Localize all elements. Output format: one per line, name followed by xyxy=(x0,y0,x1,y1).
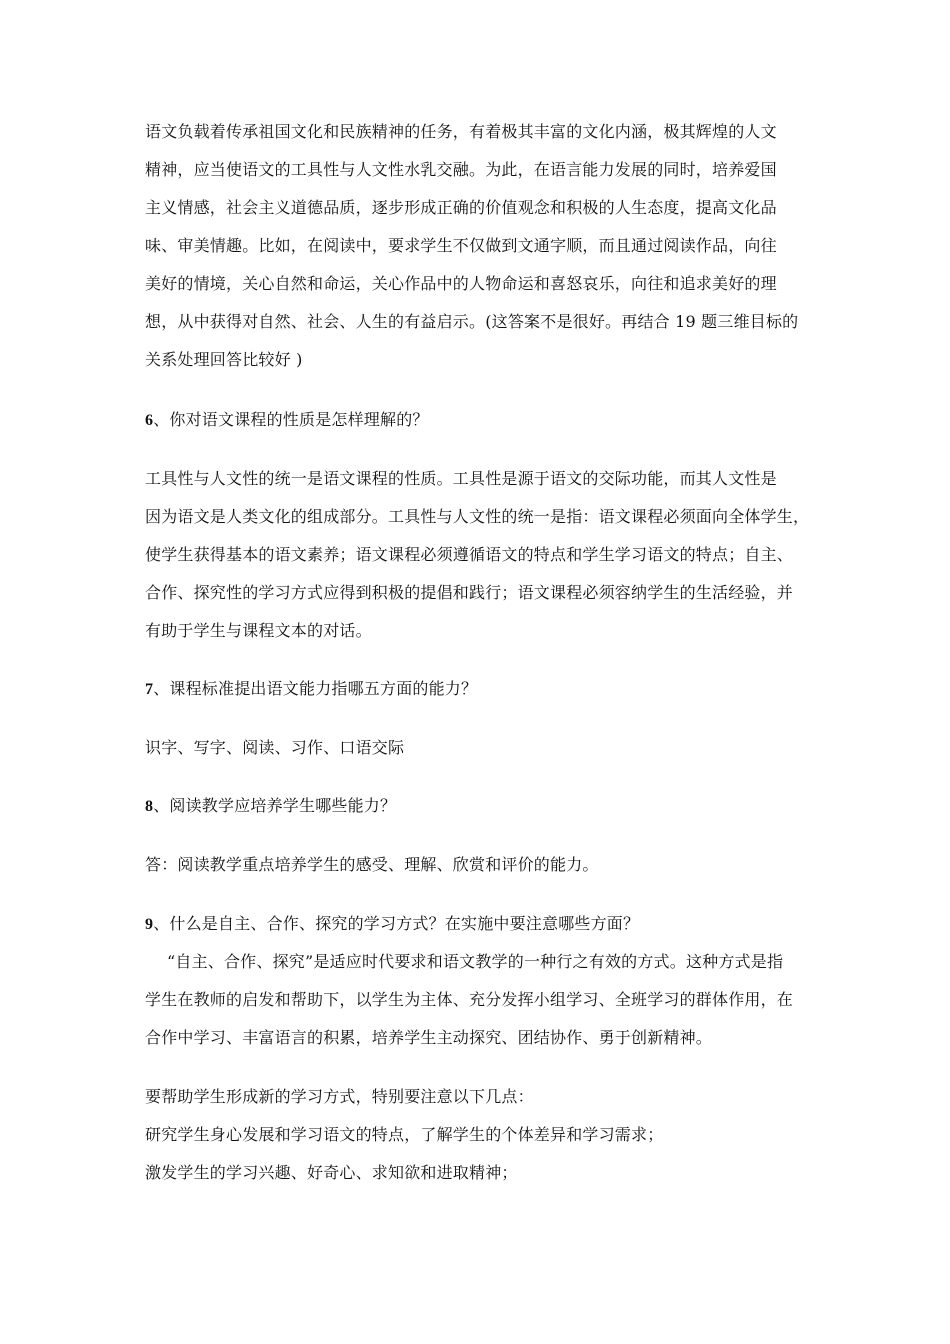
answer-line: 有助于学生与课程文本的对话。 xyxy=(145,621,372,640)
paragraph-line: 主义情感，社会主义道德品质，逐步形成正确的价值观念和积极的人生态度，提高文化品 xyxy=(145,198,777,217)
answer-line: 合作、探究性的学习方式应得到积极的提倡和践行；语文课程必须容纳学生的生活经验，并 xyxy=(145,583,794,602)
question-number: 7 xyxy=(145,681,154,698)
question-text: 、阅读教学应培养学生哪些能力？ xyxy=(153,796,397,815)
paragraph-line: 精神，应当使语文的工具性与人文性水乳交融。为此，在语言能力发展的同时，培养爱国 xyxy=(145,160,777,179)
answer-line: 答：阅读教学重点培养学生的感受、理解、欣赏和评价的能力。 xyxy=(145,855,599,874)
point-item: 激发学生的学习兴趣、好奇心、求知欲和进取精神； xyxy=(145,1163,518,1182)
question-text: 、你对语文课程的性质是怎样理解的？ xyxy=(153,410,429,429)
question-9-heading xyxy=(145,914,639,935)
question-7-heading xyxy=(145,679,477,700)
paragraph-line: 语文负载着传承祖国文化和民族精神的任务，有着极其丰富的文化内涵，极其辉煌的人文 xyxy=(145,122,777,141)
answer-line: 因为语文是人类文化的组成部分。工具性与人文性的统一是指：语文课程必须面向全体学生， xyxy=(145,507,810,526)
question-number: 9 xyxy=(145,916,154,933)
paragraph-line: 美好的情境，关心自然和命运，关心作品中的人物命运和喜怒哀乐，向往和追求美好的理 xyxy=(145,274,777,293)
answer-line: 使学生获得基本的语文素养；语文课程必须遵循语文的特点和学生学习语文的特点；自主、 xyxy=(145,545,794,564)
answer-line: 学生在教师的启发和帮助下，以学生为主体、充分发挥小组学习、全班学习的群体作用，在 xyxy=(145,990,794,1009)
paragraph-line: 想，从中获得对自然、社会、人生的有益启示。(这答案不是很好。再结合 19 题三维目标的 xyxy=(145,312,799,331)
answer-line: “自主、合作、探究”是适应时代要求和语文教学的一种行之有效的方式。这种方式是指 xyxy=(167,952,784,971)
question-6-heading xyxy=(145,410,429,431)
answer-line: 识字、写字、阅读、习作、口语交际 xyxy=(145,738,405,757)
point-item: 研究学生身心发展和学习语文的特点，了解学生的个体差异和学习需求； xyxy=(145,1125,664,1144)
question-number: 6 xyxy=(145,412,154,429)
answer-line: 合作中学习、丰富语言的积累，培养学生主动探究、团结协作、勇于创新精神。 xyxy=(145,1028,713,1047)
question-number: 8 xyxy=(145,798,154,815)
question-8-heading xyxy=(145,796,396,817)
question-text: 、什么是自主、合作、探究的学习方式？在实施中要注意哪些方面？ xyxy=(153,914,640,933)
points-intro: 要帮助学生形成新的学习方式，特别要注意以下几点： xyxy=(145,1087,534,1106)
paragraph-line: 关系处理回答比较好 ) xyxy=(145,350,303,369)
answer-line: 工具性与人文性的统一是语文课程的性质。工具性是源于语文的交际功能，而其人文性是 xyxy=(145,469,777,488)
paragraph-line: 味、审美情趣。比如，在阅读中，要求学生不仅做到文通字顺，而且通过阅读作品，向往 xyxy=(145,236,777,255)
question-text: 、课程标准提出语文能力指哪五方面的能力？ xyxy=(153,679,478,698)
